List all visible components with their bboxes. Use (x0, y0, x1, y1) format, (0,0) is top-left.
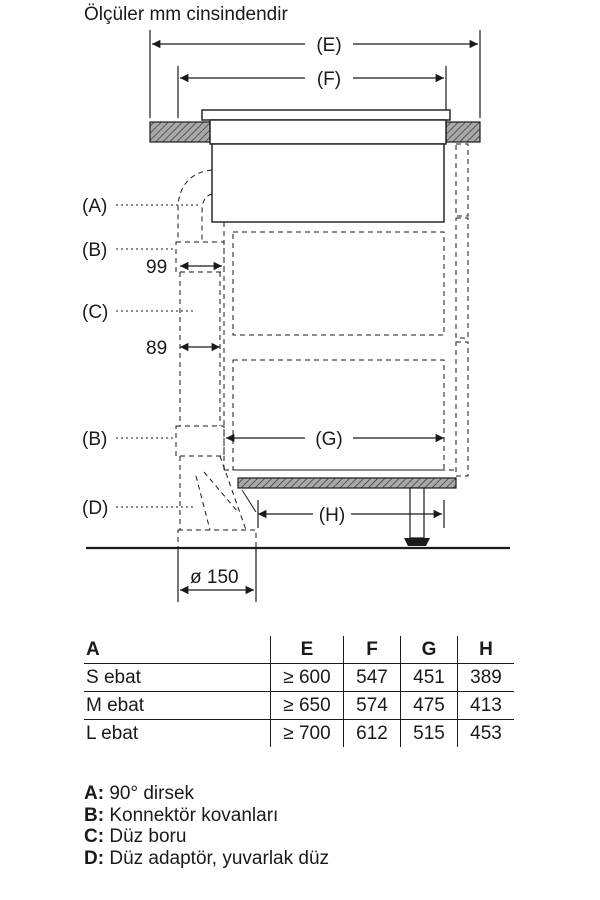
legend-item: D: Düz adaptör, yuvarlak düz (84, 847, 330, 869)
label-d: (D) (82, 498, 109, 519)
hob (202, 110, 450, 222)
header-f: F (344, 636, 401, 664)
row-name: S ebat (84, 664, 271, 692)
dimension-99: 99 (146, 257, 168, 278)
legend-item: A: 90° dirsek (84, 783, 195, 804)
plinth (238, 478, 456, 546)
legend-item: C: Düz boru (84, 826, 187, 847)
cell-h: 413 (458, 692, 515, 720)
row-name: M ebat (84, 692, 271, 720)
dimension-150: ø 150 (190, 567, 239, 588)
header-e: E (271, 636, 344, 664)
cell-f: 574 (344, 692, 401, 720)
label-b-bottom: (B) (82, 429, 108, 450)
dimensions-table (84, 636, 514, 747)
label-g: (G) (315, 429, 343, 450)
cell-h: 453 (458, 720, 515, 748)
legend (84, 783, 329, 869)
label-h: (H) (318, 505, 346, 526)
cell-f: 612 (344, 720, 401, 748)
cell-e: ≥ 650 (271, 692, 344, 720)
table-row (84, 720, 514, 748)
cell-e: ≥ 700 (271, 720, 344, 748)
label-e: (E) (316, 35, 342, 56)
cell-h: 389 (458, 664, 515, 692)
unit-note: Ölçüler mm cinsindendir (84, 4, 288, 25)
label-c: (C) (82, 302, 109, 323)
header-g: G (401, 636, 458, 664)
cell-g: 515 (401, 720, 458, 748)
header-h: H (458, 636, 515, 664)
cell-g: 475 (401, 692, 458, 720)
duct (176, 170, 256, 548)
label-b-top: (B) (82, 240, 108, 261)
cell-g: 451 (401, 664, 458, 692)
table-row (84, 664, 514, 692)
label-a: (A) (82, 196, 108, 217)
cell-f: 547 (344, 664, 401, 692)
table-row (84, 692, 514, 720)
header-a: A (86, 639, 100, 660)
table-header-row (84, 636, 514, 664)
dimension-89: 89 (146, 338, 168, 359)
label-f: (F) (316, 69, 342, 90)
legend-item: B: Konnektör kovanları (84, 804, 279, 826)
row-name: L ebat (84, 720, 271, 748)
cell-e: ≥ 600 (271, 664, 344, 692)
